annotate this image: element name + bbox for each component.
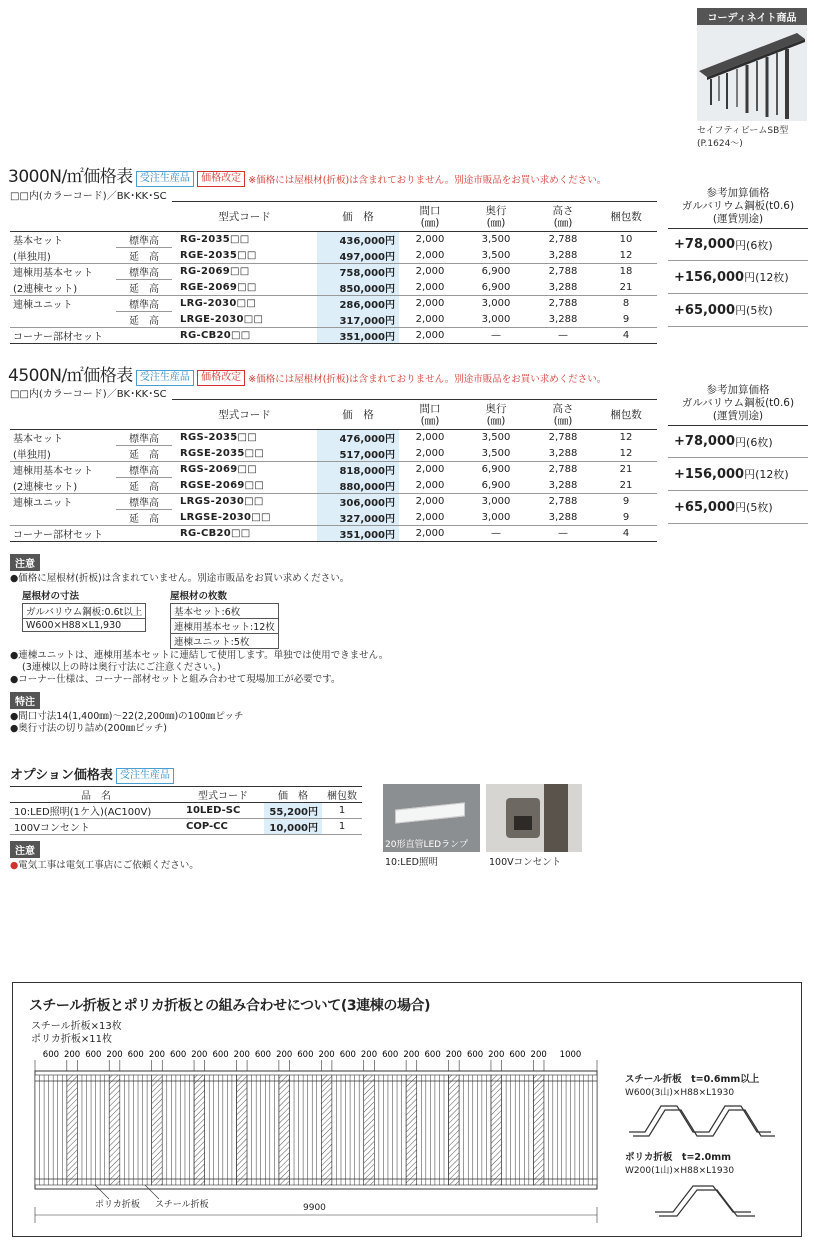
options-note-header: 注意 [10,841,40,858]
coordinate-caption-2: (P.1624〜) [697,139,743,149]
col-width: 間口 (㎜) [399,400,461,430]
cell-code: RG-CB20□□ [172,526,317,542]
coordinate-label: コーディネイト商品 [697,8,807,25]
cell-group: コーナー部材セット [10,328,116,344]
price-table-4500 [10,399,657,542]
dim-label: 1000 [559,1050,582,1060]
cell-price: 758,000円 [317,264,399,280]
table-row [10,478,657,494]
steel-sheet [162,1075,194,1185]
cell-sub: 延 高 [116,446,172,462]
table-row [10,430,657,446]
cell-group: 連棟用基本セット [13,268,93,280]
steel-sheet [374,1075,406,1185]
cell-d: 6,900 [461,280,531,296]
cell-h: 2,788 [548,464,578,476]
cell-h: 3,288 [531,510,595,526]
col-depth: 奥行 (㎜) [461,202,531,232]
cell-sub: 標準高 [116,232,172,248]
col-width: 間口 (㎜) [399,202,461,232]
cell-sub: 標準高 [116,430,172,446]
polyca-legend-title: ポリカ折板 t=2.0mm [625,1152,732,1163]
cell-code: RGS-2035□□ [180,432,257,444]
cell-w: 2,000 [399,312,461,328]
options-title: オプション価格表 [10,768,113,783]
led-caption: 10:LED照明 [385,857,438,868]
steel-sheet [247,1075,279,1185]
cell-price: 436,000円 [317,232,399,248]
cell-h: 3,288 [531,280,595,296]
add-price-4500 [668,384,808,524]
steel-legend-size: W600(3山)×H88×L1930 [625,1088,735,1098]
cell-sub: 延 高 [116,312,172,328]
cell-pk: 21 [595,280,657,296]
steel-sheet [35,1075,67,1185]
table-row [10,312,657,328]
cell-price: 818,000円 [317,462,399,478]
dim-table [22,603,146,632]
cell-w: 2,000 [415,432,445,444]
label-steel: スチール折板 [155,1200,209,1210]
cell-sub: 延 高 [116,280,172,296]
dim-label: 600 [297,1050,314,1060]
cell-sub: 標準高 [116,462,172,478]
cell-price: 351,000円 [317,526,399,542]
cell-w: 2,000 [399,248,461,264]
steel-sheet [417,1075,449,1185]
diagram-frame [12,982,802,1237]
carport-photo [697,25,807,121]
table-row [10,248,657,264]
dim-label: 200 [148,1050,166,1060]
cell-h: 2,788 [548,298,578,310]
add-price-3000 [668,187,808,327]
cell-sub: 延 高 [116,510,172,526]
cell-h: 3,288 [531,446,595,462]
led-light-photo [383,784,480,852]
cell-d: 3,000 [481,496,511,508]
color-code-note: □□内(カラーコード)／BK･KK･SC [10,191,167,202]
cell-sub [116,328,172,344]
polyca-sheet [364,1075,375,1185]
coordinate-caption-1: セイフティビームSB型 [697,126,789,136]
polyca-sheet [406,1075,417,1185]
polyca-sheet [109,1075,120,1185]
cell-code: RG-2035□□ [180,234,250,246]
notes-section [10,554,430,735]
dim-label: 600 [42,1050,60,1060]
cell-d: 3,500 [461,446,531,462]
steel-sheet [77,1075,109,1185]
steel-sheet [544,1075,597,1185]
price-table-3000 [10,201,657,344]
cell-price: 476,000円 [317,430,399,446]
section-4500-header [8,361,708,386]
cell-group: 連棟ユニット [13,300,73,312]
table-row [10,462,657,478]
cell-sub: 標準高 [116,264,172,280]
steel-sheet [120,1075,152,1185]
dim-label: 200 [63,1050,81,1060]
note-line: ●連棟ユニットは、連棟用基本セットに連結して使用します。単独では使用できません。 [10,650,389,661]
label-polyca: ポリカ折板 [95,1200,140,1210]
cell-h: — [531,526,595,542]
table-row [10,328,657,344]
section-4500-title: 4500N/㎡価格表 [8,366,133,386]
cell-sub: 標準高 [116,296,172,312]
cell-d: 6,900 [481,464,511,476]
cell-code: RGSE-2069□□ [172,478,317,494]
table-row [10,446,657,462]
steel-sheet [289,1075,321,1185]
cell-group [10,312,116,328]
cell-code: LRGSE-2030□□ [172,510,317,526]
cell-price: 327,000円 [317,510,399,526]
cell-d: — [461,328,531,344]
cell-pk: 10 [619,234,633,246]
cell-price: 517,000円 [317,446,399,462]
col-code: 型式コード [172,400,317,430]
cell-code: LRG-2030□□ [180,298,257,310]
polyca-sheet [279,1075,290,1185]
cell-code: RG-2069□□ [180,266,250,278]
cell-pk: 21 [619,464,633,476]
options-section [10,764,380,872]
table-row [10,232,657,248]
opt-col-name: 品 名 [10,787,182,803]
dim-label: 200 [106,1050,123,1060]
cell-group: 連棟用基本セット [13,466,93,478]
count-cell: 連棟ユニット:5枚 [171,634,279,649]
dim-label: 200 [445,1050,462,1060]
dim-label: 200 [488,1050,505,1060]
col-code: 型式コード [172,202,317,232]
dim-label: 200 [360,1050,378,1060]
count-title: 屋根材の枚数 [170,591,228,602]
dim-label: 200 [191,1050,208,1060]
dim-label: 600 [170,1050,187,1060]
add-row: +65,000 円(5枚) [668,491,808,524]
cell-pk: 9 [595,510,657,526]
options-note: ●電気工事は電気工事店にご依頼ください。 [10,860,199,871]
cell-group: コーナー部材セット [10,526,116,542]
table-row [10,264,657,280]
cell-d: 3,500 [481,234,511,246]
cell-w: 2,000 [415,234,445,246]
steel-profile [625,1098,775,1138]
diagram-title: スチール折板とポリカ折板との組み合わせについて(3連棟の場合) [29,998,431,1014]
dim-label: 200 [318,1050,335,1060]
col-pack: 梱包数 [595,202,657,232]
polyca-sheet [533,1075,544,1185]
note-line: (3連棟以上の時は奥行寸法にご注意ください。) [22,662,221,673]
cell-pk: 9 [595,312,657,328]
cell-price: 497,000円 [317,248,399,264]
coordinate-product [697,8,807,149]
outlet-caption: 100Vコンセント [489,857,562,868]
cell-group: (2連棟セット) [10,280,116,296]
revised-badge: 価格改定 [197,171,245,187]
dim-label: 600 [254,1050,272,1060]
notes-header: 注意 [10,554,40,571]
cell-w: 2,000 [399,446,461,462]
color-code-note: □□内(カラーコード)／BK･KK･SC [10,389,167,400]
cell-code: LRGS-2030□□ [180,496,264,508]
dim-label: 200 [276,1050,293,1060]
cell-pk: 4 [595,328,657,344]
col-price: 価 格 [317,202,399,232]
cell-pk: 12 [595,446,657,462]
cell-d: 3,500 [481,432,511,444]
cell-pk: 4 [595,526,657,542]
table-row [10,296,657,312]
order-badge: 受注生産品 [136,171,194,187]
cell-h: 2,788 [548,496,578,508]
price-note: ※価格には屋根材(折板)は含まれておりません。別途市販品をお買い求めください。 [248,175,607,186]
add-row: +78,000 円(6枚) [668,426,808,458]
dim-title: 屋根材の寸法 [22,591,80,602]
polyca-sheet [67,1075,78,1185]
dim-label: 600 [466,1050,484,1060]
polyca-sheet [321,1075,332,1185]
cell-price: 286,000円 [317,296,399,312]
cell-price: 306,000円 [317,494,399,510]
cell-d: 3,500 [461,248,531,264]
cell-pk: 12 [595,248,657,264]
cell-sub: 標準高 [116,494,172,510]
steel-legend [625,1071,795,1141]
col-depth: 奥行 (㎜) [461,400,531,430]
cell-w: 2,000 [415,298,445,310]
note-line: ●コーナー仕様は、コーナー部材セットと組み合わせて現場加工が必要です。 [10,674,341,685]
cell-code: RGE-2069□□ [172,280,317,296]
option-row: 100Vコンセント COP-CC 10,000円 1 [10,819,362,835]
special-line: ●間口寸法14(1,400㎜)〜22(2,200㎜)の100㎜ピッチ [10,711,244,722]
cell-group: (単独用) [10,446,116,462]
cell-sub: 延 高 [116,248,172,264]
cell-group: 基本セット [13,236,63,248]
add-price-header: 参考加算価格 ガルバリウム鋼板(t0.6) (運賃別途) [668,187,808,229]
table-row [10,526,657,542]
total-dimension: 9900 [303,1203,326,1213]
polyca-sheet [449,1075,460,1185]
cell-w: 2,000 [399,280,461,296]
dim-label: 600 [509,1050,526,1060]
special-line: ●奥行寸法の切り詰め(200㎜ピッチ) [10,723,167,734]
note-line: ●価格に屋根材(折板)は含まれていません。別途市販品をお買い求めください。 [10,573,350,584]
dim-cell: ガルバリウム鋼板:0.6t以上 [23,604,146,619]
steel-legend-title: スチール折板 t=0.6mm以上 [625,1074,760,1085]
options-badge: 受注生産品 [116,768,174,784]
cell-w: 2,000 [399,510,461,526]
cell-sub: 延 高 [116,478,172,494]
revised-badge: 価格改定 [197,370,245,386]
cell-group: 基本セット [13,434,63,446]
cell-w: 2,000 [399,526,461,542]
cell-w: 2,000 [399,478,461,494]
cell-code: RGE-2035□□ [172,248,317,264]
polyca-sheet [491,1075,502,1185]
polyca-legend [625,1149,795,1221]
cell-d: 6,900 [461,478,531,494]
cell-d: 3,000 [481,298,511,310]
cell-group [10,510,116,526]
dim-label: 200 [530,1050,547,1060]
option-row: 10:LED照明(1ケ入)(AC100V) 10LED-SC 55,200円 1 [10,803,362,819]
cell-pk: 9 [622,496,630,508]
cell-price: 351,000円 [317,328,399,344]
add-price-header: 参考加算価格 ガルバリウム鋼板(t0.6) (運賃別途) [668,384,808,426]
cell-pk: 8 [622,298,630,310]
cell-d: 6,900 [481,266,511,278]
steel-sheet [502,1075,534,1185]
cell-h: 2,788 [548,432,578,444]
cell-h: 3,288 [531,478,595,494]
order-badge: 受注生産品 [136,370,194,386]
add-row: +65,000 円(5枚) [668,294,808,327]
col-height: 高さ (㎜) [531,400,595,430]
cell-w: 2,000 [415,266,445,278]
polyca-legend-size: W200(1山)×H88×L1930 [625,1166,735,1176]
dim-label: 200 [233,1050,250,1060]
opt-col-pack: 梱包数 [322,787,362,803]
dim-label: 600 [382,1050,399,1060]
opt-col-code: 型式コード [182,787,264,803]
section-3000-header [8,162,708,187]
special-header: 特注 [10,692,40,709]
opt-col-price: 価 格 [264,787,322,803]
cell-code: LRGE-2030□□ [172,312,317,328]
add-row: +156,000 円(12枚) [668,458,808,491]
cell-h: 2,788 [548,234,578,246]
options-table [10,786,362,835]
table-row [10,494,657,510]
cell-group: (単独用) [10,248,116,264]
cell-h: 2,788 [548,266,578,278]
cell-d: 3,000 [461,510,531,526]
outlet-photo [486,784,582,852]
cell-pk: 21 [595,478,657,494]
steel-sheet [459,1075,491,1185]
diagram-line-2: ポリカ折板×11枚 [31,1034,113,1045]
cell-sub [116,526,172,542]
dim-cell: W600×H88×L1,930 [23,619,146,632]
cell-pk: 12 [619,432,633,444]
count-cell: 基本セット:6枚 [171,604,279,619]
cell-price: 317,000円 [317,312,399,328]
polyca-sheet [152,1075,163,1185]
dim-label: 200 [403,1050,420,1060]
steel-sheet [332,1075,364,1185]
polyca-sheet [194,1075,205,1185]
cell-d: 3,000 [461,312,531,328]
cell-h: — [531,328,595,344]
cell-group: (2連棟セット) [10,478,116,494]
cell-code: RG-CB20□□ [172,328,317,344]
cell-w: 2,000 [399,328,461,344]
dim-label: 600 [127,1050,144,1060]
count-cell: 連棟用基本セット:12枚 [171,619,279,634]
dim-label: 600 [424,1050,441,1060]
led-photo-label: 20形直管LEDランプ [385,840,469,850]
col-price: 価 格 [317,400,399,430]
table-row [10,510,657,526]
cell-price: 880,000円 [317,478,399,494]
cell-h: 3,288 [531,248,595,264]
cell-d: — [461,526,531,542]
dim-label: 600 [212,1050,229,1060]
table-row [10,280,657,296]
cell-h: 3,288 [531,312,595,328]
cell-code: RGS-2069□□ [180,464,257,476]
cell-code: RGSE-2035□□ [172,446,317,462]
polyca-sheet [236,1075,247,1185]
cell-group: 連棟ユニット [13,498,73,510]
add-row: +78,000 円(6枚) [668,229,808,261]
section-3000-title: 3000N/㎡価格表 [8,167,133,187]
polyca-profile [625,1176,775,1218]
col-height: 高さ (㎜) [531,202,595,232]
diagram-line-1: スチール折板×13枚 [31,1021,122,1032]
count-table [170,603,279,649]
cell-w: 2,000 [415,496,445,508]
cell-pk: 18 [619,266,633,278]
steel-sheet [205,1075,237,1185]
col-pack: 梱包数 [595,400,657,430]
cell-w: 2,000 [415,464,445,476]
price-note: ※価格には屋根材(折板)は含まれておりません。別途市販品をお買い求めください。 [248,374,607,385]
cell-price: 850,000円 [317,280,399,296]
dim-label: 600 [339,1050,356,1060]
add-row: +156,000 円(12枚) [668,261,808,294]
dim-label: 600 [85,1050,102,1060]
